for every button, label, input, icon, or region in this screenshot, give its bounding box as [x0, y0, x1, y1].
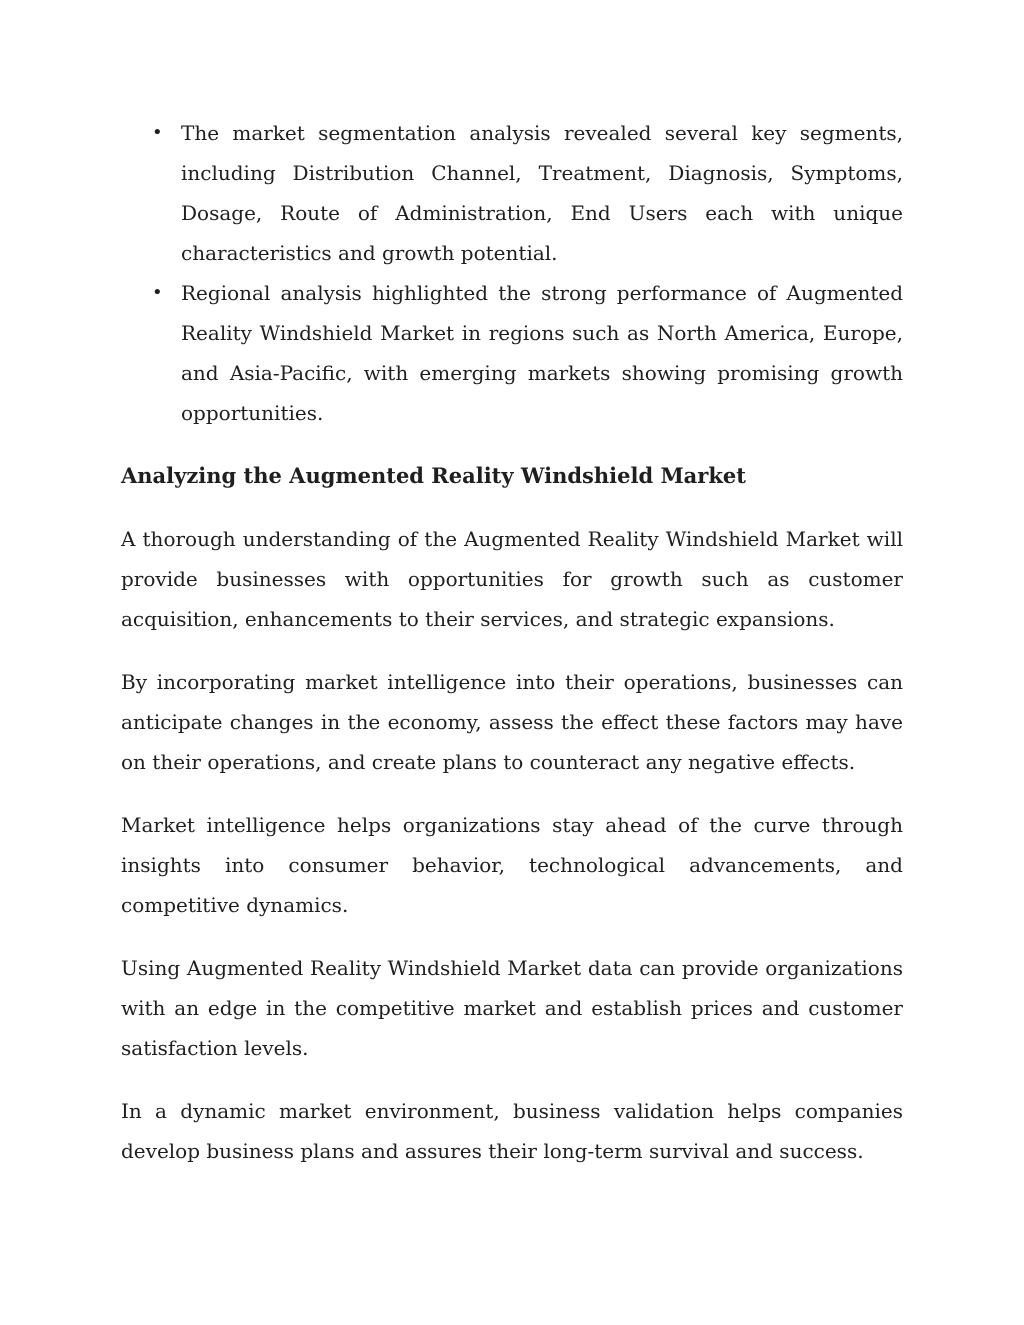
section-heading: Analyzing the Augmented Reality Windshield Market: [121, 463, 746, 488]
paragraph-market-intelligence: By incorporating market intelligence into their operations, businesses can anticipate changes in the economy, assess the effect these factors may have on their operations, and create plans to counteract any negative effects.: [121, 670, 903, 774]
bullet-list: [121, 113, 903, 433]
paragraph-stay-ahead: Market intelligence helps organizations stay ahead of the curve through insights into consumer behavior, technological advancements, and competitive dynamics.: [121, 813, 903, 917]
bullet-marker: •: [152, 282, 163, 303]
bullet-marker: •: [152, 122, 163, 143]
bullet-item-segmentation: [121, 113, 903, 273]
bullet-text: The market segmentation analysis revealed several key segments, including Distribution Channel, Treatment, Diagnosis, Symptoms, Dosage, Route of Administration, End Users each with unique characteristics and growth potential.: [181, 121, 903, 265]
bullet-item-regional: [121, 273, 903, 433]
paragraph-business-validation: In a dynamic market environment, business validation helps companies develop business plans and assures their long-term survival and success.: [121, 1099, 903, 1163]
paragraph-understanding: A thorough understanding of the Augmented Reality Windshield Market will provide businesses with opportunities for growth such as customer acquisition, enhancements to their services, and strategic expansions.: [121, 527, 903, 631]
paragraph-market-data: Using Augmented Reality Windshield Market data can provide organizations with an edge in the competitive market and establish prices and customer satisfaction levels.: [121, 956, 903, 1060]
bullet-text: Regional analysis highlighted the strong performance of Augmented Reality Windshield Market in regions such as North America, Europe, and Asia-Pacific, with emerging markets showing promising growth opportunities.: [181, 281, 903, 425]
document-page: [121, 113, 903, 1171]
